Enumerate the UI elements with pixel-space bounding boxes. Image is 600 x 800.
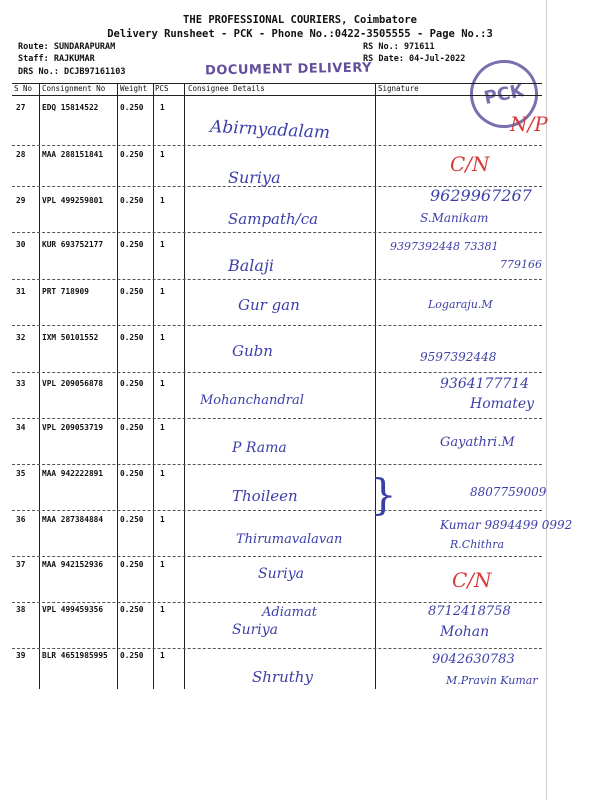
row-pcs: 1 xyxy=(160,150,165,159)
handwritten-signature: Homatey xyxy=(470,396,535,412)
handwritten-consignee: Sampath/ca xyxy=(228,210,319,228)
row-pcs: 1 xyxy=(160,379,165,388)
row-sno: 27 xyxy=(16,103,26,112)
row-weight: 0.250 xyxy=(120,103,144,112)
table-row xyxy=(0,240,600,260)
row-sno: 33 xyxy=(16,379,26,388)
row-weight: 0.250 xyxy=(120,469,144,478)
rs-date: RS Date: 04-Jul-2022 xyxy=(363,54,466,64)
handwritten-signature: Gayathri.M xyxy=(440,435,515,450)
handwritten-consignee: Shruthy xyxy=(252,668,313,686)
row-weight: 0.250 xyxy=(120,605,144,614)
handwritten-phone: 9042630783 xyxy=(432,652,515,667)
row-pcs: 1 xyxy=(160,423,165,432)
handwritten-consignee: Thoileen xyxy=(232,487,298,505)
row-pcs: 1 xyxy=(160,103,165,112)
row-weight: 0.250 xyxy=(120,196,144,205)
col-header-signature: Signature xyxy=(378,84,419,93)
row-pcs: 1 xyxy=(160,651,165,660)
row-weight: 0.250 xyxy=(120,240,144,249)
row-separator xyxy=(12,279,542,280)
handwritten-consignee: Abirnyadalam xyxy=(209,116,331,144)
handwritten-consignee: Balaji xyxy=(228,256,275,275)
row-weight: 0.250 xyxy=(120,651,144,660)
row-sno: 30 xyxy=(16,240,26,249)
handwritten-phone: 779166 xyxy=(500,258,542,271)
row-sno: 28 xyxy=(16,150,26,159)
handwritten-note: N/P xyxy=(510,112,548,136)
handwritten-signature: Mohan xyxy=(440,624,490,640)
row-separator xyxy=(12,145,542,146)
brace-mark: } xyxy=(370,470,397,519)
row-consignment: EDQ 15814522 xyxy=(42,103,99,112)
handwritten-phone: 8807759009 xyxy=(470,485,547,499)
row-separator xyxy=(12,464,542,465)
handwritten-signature: R.Chithra xyxy=(450,538,505,551)
handwritten-consignee: Gur gan xyxy=(238,296,300,314)
row-pcs: 1 xyxy=(160,333,165,342)
row-pcs: 1 xyxy=(160,196,165,205)
handwritten-signature: Logaraju.M xyxy=(428,298,493,311)
row-consignment: VPL 499459356 xyxy=(42,605,104,614)
row-consignment: MAA 942222891 xyxy=(42,469,104,478)
col-header-consignment: Consignment No xyxy=(42,84,106,93)
row-sno: 38 xyxy=(16,605,26,614)
row-sno: 36 xyxy=(16,515,26,524)
handwritten-consignee: Suriya xyxy=(232,622,279,638)
handwritten-phone: 9364177714 xyxy=(440,376,530,392)
row-weight: 0.250 xyxy=(120,287,144,296)
row-sno: 37 xyxy=(16,560,26,569)
row-weight: 0.250 xyxy=(120,333,144,342)
row-pcs: 1 xyxy=(160,515,165,524)
row-separator xyxy=(12,556,542,557)
row-separator xyxy=(12,418,542,419)
col-header-weight: Weight xyxy=(120,84,148,93)
handwritten-consignee: Mohanchandral xyxy=(200,393,304,408)
row-consignment: MAA 942152936 xyxy=(42,560,104,569)
row-separator xyxy=(12,648,542,649)
handwritten-consignee: Gubn xyxy=(232,342,273,360)
pck-seal: PCK xyxy=(464,54,545,135)
handwritten-consignee: Suriya xyxy=(258,566,305,582)
handwritten-note: C/N xyxy=(452,568,492,592)
row-consignment: MAA 288151841 xyxy=(42,150,104,159)
handwritten-signature: M.Pravin Kumar xyxy=(446,674,538,687)
row-sno: 35 xyxy=(16,469,26,478)
rs-number: RS No.: 971611 xyxy=(363,42,435,52)
table-row xyxy=(0,150,600,170)
row-sno: 32 xyxy=(16,333,26,342)
handwritten-consignee: P Rama xyxy=(232,440,287,456)
table-row xyxy=(0,287,600,307)
row-sno: 39 xyxy=(16,651,26,660)
col-header-pcs: PCS xyxy=(155,84,169,93)
handwritten-phone: Kumar 9894499 0992 xyxy=(440,518,573,532)
row-weight: 0.250 xyxy=(120,560,144,569)
row-consignment: VPL 499259801 xyxy=(42,196,104,205)
handwritten-phone: 9629967267 xyxy=(430,186,532,205)
staff-label: Staff: RAJKUMAR xyxy=(18,54,95,64)
handwritten-consignee: Thirumavalavan xyxy=(236,532,343,547)
row-pcs: 1 xyxy=(160,605,165,614)
row-separator xyxy=(12,602,542,603)
row-pcs: 1 xyxy=(160,469,165,478)
row-consignment: BLR 4651985995 xyxy=(42,651,108,660)
row-weight: 0.250 xyxy=(120,150,144,159)
row-sno: 29 xyxy=(16,196,26,205)
handwritten-consignee: Suriya xyxy=(228,168,281,187)
row-weight: 0.250 xyxy=(120,515,144,524)
handwritten-note: C/N xyxy=(450,152,490,176)
handwritten-phone: 9397392448 73381 xyxy=(390,240,499,253)
row-pcs: 1 xyxy=(160,240,165,249)
col-header-consignee: Consignee Details xyxy=(188,84,265,93)
row-weight: 0.250 xyxy=(120,423,144,432)
row-consignment: KUR 693752177 xyxy=(42,240,104,249)
col-header-sno: S No xyxy=(14,84,33,93)
row-consignment: VPL 209056878 xyxy=(42,379,104,388)
row-pcs: 1 xyxy=(160,560,165,569)
row-separator xyxy=(12,372,542,373)
row-separator xyxy=(12,325,542,326)
header-bottom-rule xyxy=(12,95,542,96)
handwritten-phone: 8712418758 xyxy=(428,604,511,619)
row-sno: 31 xyxy=(16,287,26,296)
company-title: THE PROFESSIONAL COURIERS, Coimbatore xyxy=(183,14,417,26)
runsheet-subtitle: Delivery Runsheet - PCK - Phone No.:0422-3505555 - Page No.:3 xyxy=(107,28,493,40)
route-label: Route: SUNDARAPURAM xyxy=(18,42,116,52)
document-delivery-stamp: DOCUMENT DELIVERY xyxy=(204,60,373,79)
row-consignment: MAA 287384884 xyxy=(42,515,104,524)
row-consignment: IXM 50101552 xyxy=(42,333,99,342)
row-weight: 0.250 xyxy=(120,379,144,388)
row-sno: 34 xyxy=(16,423,26,432)
handwritten-phone: 9597392448 xyxy=(420,350,497,364)
row-separator xyxy=(12,510,542,511)
handwritten-consignee: Adiamat xyxy=(262,605,317,620)
drs-label: DRS No.: DCJB97161103 xyxy=(18,67,126,77)
handwritten-signature: S.Manikam xyxy=(420,211,489,225)
row-consignment: VPL 209053719 xyxy=(42,423,104,432)
table-row xyxy=(0,333,600,353)
row-separator xyxy=(12,232,542,233)
row-pcs: 1 xyxy=(160,287,165,296)
row-consignment: PRT 718909 xyxy=(42,287,89,296)
